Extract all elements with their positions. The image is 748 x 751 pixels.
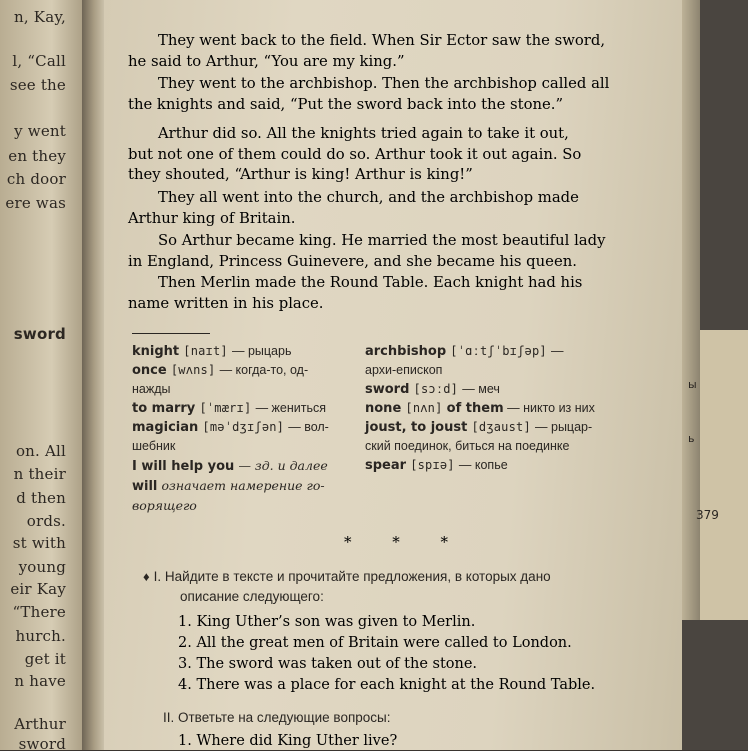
vocab-transcription: [məˈdʒɪʃən] [202,420,285,434]
story-line: but not one of them could do so. Arthur took it out again. So [128,145,582,163]
task-1-heading-cont: описание следующего: [180,589,324,604]
vocab-translation: — меч [462,382,500,396]
story-paragraph [128,31,612,72]
vocab-entry [365,380,595,399]
vocab-translation: шебник [132,439,176,453]
story-line: name written in his place. [128,294,324,312]
vocab-translation: — жениться [255,401,326,415]
vocab-word: once [132,363,167,378]
vocab-transcription: [sɔːd] [413,382,459,396]
story-line: Arthur did so. All the knights tried again to take it out, [158,125,569,142]
story-line: he said to Arthur, “You are my king.” [128,52,405,70]
vocab-word: of them [446,401,504,416]
left-page-fragment: y went [14,122,66,140]
story-line: they shouted, “Arthur is king! Arthur is king!” [128,166,473,183]
vocab-translation: — копье [458,458,508,472]
vocab-translation: ский поединок, биться на поединке [365,439,570,453]
vocab-entry [365,418,595,437]
vocab-translation: — зд. и далее [238,458,328,473]
vocab-transcription: [spɪə] [410,458,455,472]
vocab-transcription: [wʌns] [170,363,216,377]
story-line: They went back to the field. When Sir Ector saw the sword, [158,32,606,49]
story-line: in England, Princess Guinevere, and she became his queen. [128,252,577,270]
vocab-entry [132,399,329,418]
left-page-fragment [14,325,66,343]
vocab-transcription: [dʒaust] [471,420,531,434]
left-page-fragment: ere was [5,194,66,212]
vocab-word: to marry [132,401,196,416]
story-line: Arthur king of Britain. [128,209,296,227]
left-page-fragment: young [18,558,66,576]
task-1-item: 4. There was a place for each knight at the Round Table. [178,677,596,693]
vocab-transcription: [ˈmærɪ] [199,401,252,415]
vocab-translation: — когда-то, од- [219,363,309,377]
left-page-fragment: st with [12,534,66,552]
story-paragraph [128,124,612,186]
vocab-entry [365,361,595,380]
vocab-translation: — рыцар- [535,420,593,434]
left-page-fragment: ords. [26,512,66,530]
task-1-line: I. Найдите в тексте и прочитайте предложения, в которых дано [153,569,551,584]
diamond-icon: ♦ [143,569,150,584]
vocab-word: I will help you [132,459,235,474]
vocab-entry [132,476,329,496]
vocab-word: knight [132,344,180,359]
vocab-entry [365,399,595,418]
left-page-fragment: d then [16,489,66,507]
left-page-fragment: Arthur [14,715,66,733]
vocab-translation: — рыцарь [231,344,292,358]
story-paragraph [128,231,612,272]
left-page-fragment: on. All [15,442,66,460]
left-page-fragment: n their [13,465,66,483]
left-page-fragment: see the [9,76,66,94]
section-separator: * * * [344,533,467,551]
task-1-item: 1. King Uther’s son was given to Merlin. [178,614,476,630]
vocab-word: spear [365,458,407,473]
left-page-fragment: en they [8,147,66,165]
vocab-word: joust, to joust [365,420,468,435]
page-edge [682,0,700,620]
edge-char: ь [688,432,695,445]
story-line: So Arthur became king. He married the most beautiful lady [158,232,606,249]
task-2-item: 1. Where did King Uther live? [178,733,398,749]
vocab-entry [365,456,595,475]
vocab-translation: of them — никто из них [446,401,595,416]
vocab-word: will [132,479,158,494]
left-page-fragment: sword [18,735,66,750]
vocab-transcription: [naɪt] [183,344,228,358]
vocab-entry [365,342,595,361]
left-page-fragment-bold: sword [13,325,66,343]
vocabulary-left [132,342,329,516]
story-paragraph [128,273,612,314]
vocab-translation: — вол- [288,420,329,434]
vocab-translation: — [550,344,564,358]
story-paragraph [128,188,612,229]
vocab-translation: ворящего [132,498,197,513]
vocab-translation: архи-епископ [365,363,443,377]
page-number: 379 [696,508,719,522]
task-1-item: 3. The sword was taken out of the stone. [178,656,478,672]
vocab-entry [132,380,329,399]
left-page-fragment: “There [12,603,66,621]
vocab-word: sword [365,382,410,397]
left-page-fragment: n, Kay, [14,8,66,26]
story-line: Then Merlin made the Round Table. Each knight had his [158,274,583,291]
story-line: They all went into the church, and the archbishop made [158,189,579,206]
vocab-transcription: [ˈɑːtʃˈbɪʃəp] [450,344,547,358]
story-paragraph [128,74,612,115]
vocab-transcription: [nʌn] [405,401,443,415]
story-line: the knights and said, “Put the sword back into the stone.” [128,95,564,113]
vocab-entry [132,361,329,380]
left-page-fragment: get it [24,650,66,668]
left-page [0,0,86,750]
vocab-word: archbishop [365,344,447,359]
vocabulary-right [365,342,595,475]
edge-char: ы [688,378,697,391]
left-page-fragment: l, “Call [12,52,66,70]
vocab-entry [365,437,595,456]
vocab-entry [132,418,329,437]
vocab-entry [132,496,329,516]
task-1-item: 2. All the great men of Britain were called to London. [178,635,572,651]
left-page-fragment: n have [14,672,66,690]
vocab-translation: означает намерение го- [161,478,325,493]
vocab-entry [132,342,329,361]
task-1-heading [143,567,551,586]
vocab-entry [132,456,329,476]
vocab-translation: нажды [132,382,171,396]
left-page-fragment: ch door [6,170,66,188]
vocab-word: none [365,401,402,416]
left-page-fragment: hurch. [15,627,66,645]
task-2-heading: II. Ответьте на следующие вопросы: [163,710,391,725]
story-line: They went to the archbishop. Then the archbishop called all [158,75,610,92]
footnote-rule [132,333,210,334]
vocab-entry [132,437,329,456]
left-page-fragment: eir Kay [10,580,66,598]
vocab-word: magician [132,420,199,435]
